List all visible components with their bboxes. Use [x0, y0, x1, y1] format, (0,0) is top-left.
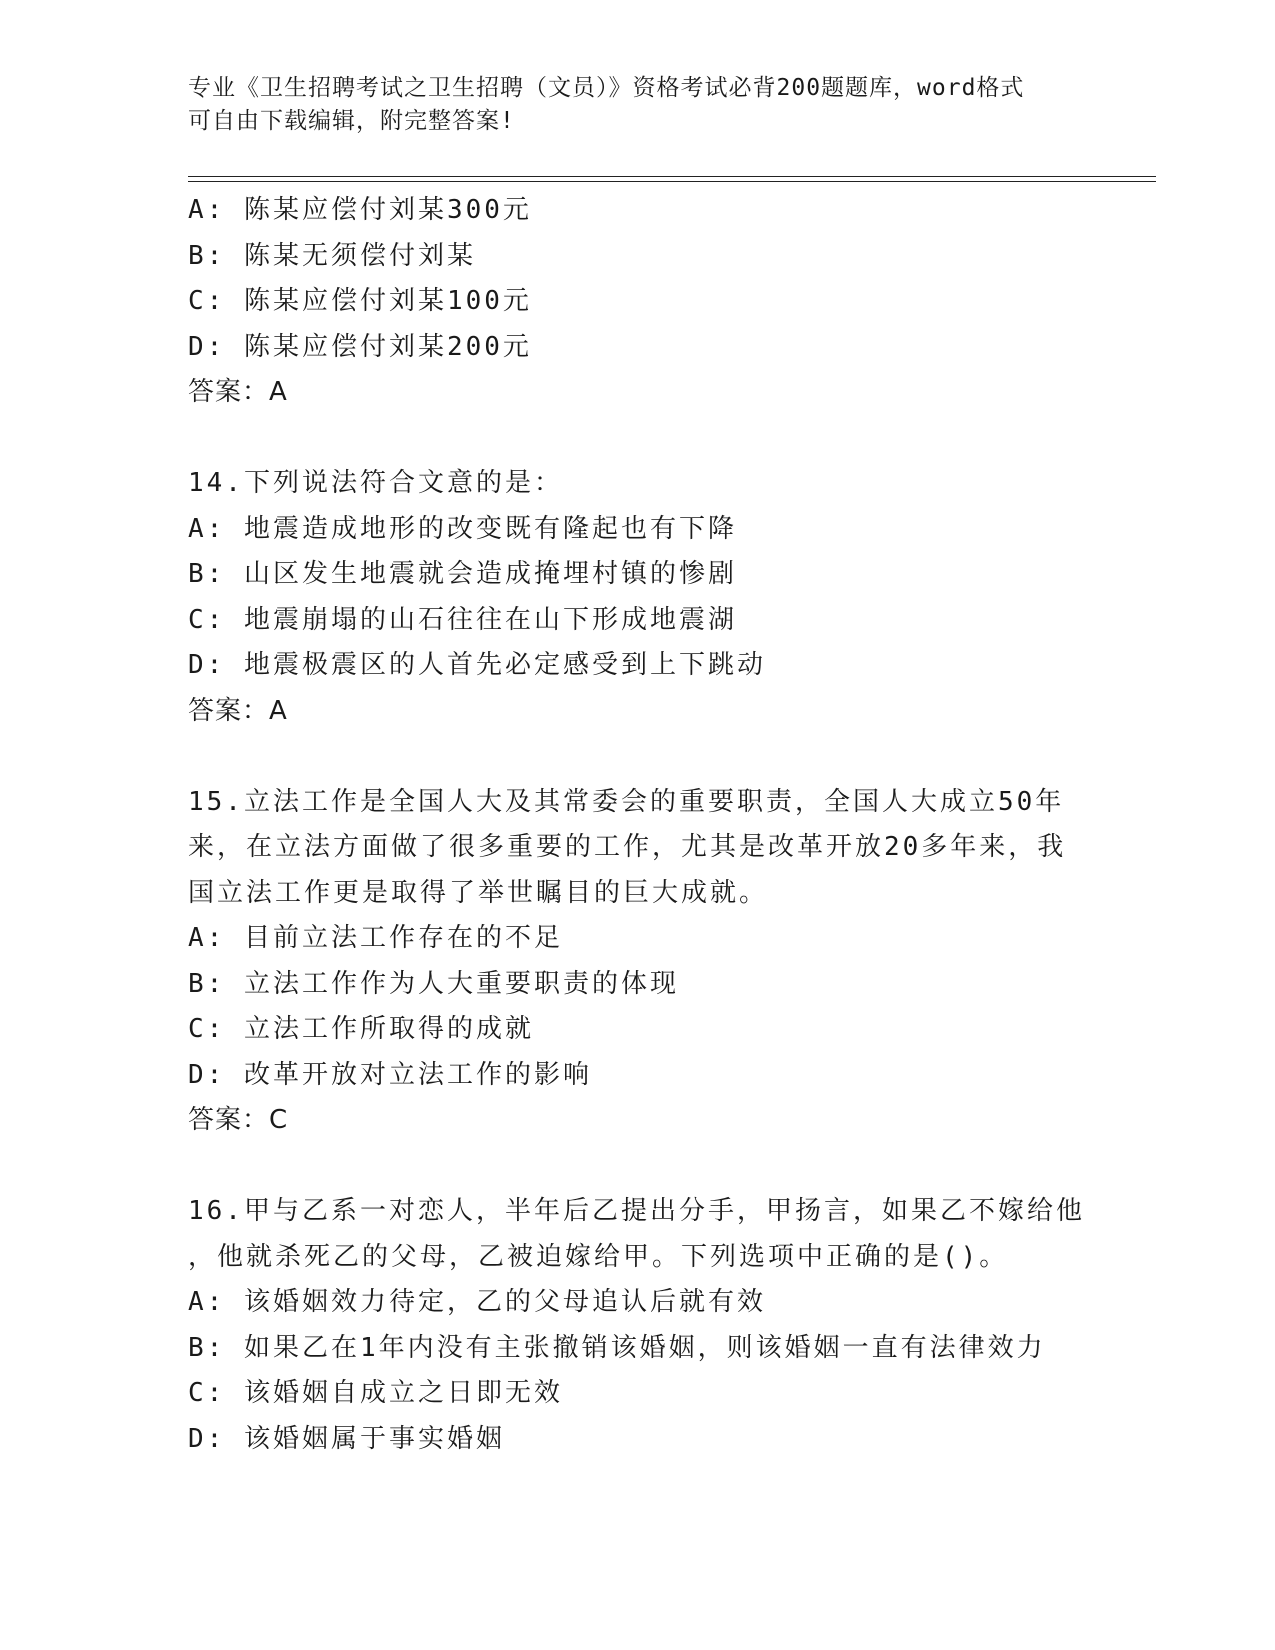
option-d: D: 陈某应偿付刘某200元	[188, 331, 532, 362]
question-stem: 16.甲与乙系一对恋人，半年后乙提出分手，甲扬言，如果乙不嫁给他	[188, 1196, 1085, 1226]
question-stem: 来，在立法方面做了很多重要的工作，尤其是改革开放20多年来，我	[188, 832, 1067, 862]
question-16	[188, 1189, 1088, 1462]
option-d: D: 地震极震区的人首先必定感受到上下跳动	[188, 650, 766, 680]
option-d: D: 该婚姻属于事实婚姻	[188, 1423, 505, 1454]
option-a: A: 该婚姻效力待定，乙的父母追认后就有效	[188, 1287, 766, 1317]
question-stem: 15.立法工作是全国人大及其常委会的重要职责，全国人大成立50年	[188, 786, 1065, 817]
spacer	[188, 1144, 1088, 1190]
option-d: D: 改革开放对立法工作的影响	[188, 1059, 592, 1090]
option-b: B: 山区发生地震就会造成掩埋村镇的惨剧	[188, 559, 737, 589]
option-a: A: 地震造成地形的改变既有隆起也有下降	[188, 513, 737, 544]
spacer	[188, 734, 1088, 780]
option-c: C: 立法工作所取得的成就	[188, 1014, 534, 1044]
option-b: B: 陈某无须偿付刘某	[188, 240, 476, 271]
answer: 答案：C	[188, 1105, 289, 1135]
header-divider	[188, 176, 1156, 182]
spacer	[188, 416, 1088, 462]
header-title-line-2: 可自由下载编辑，附完整答案!	[188, 108, 515, 134]
question-15	[188, 780, 1088, 1144]
option-b: B: 如果乙在1年内没有主张撤销该婚姻，则该婚姻一直有法律效力	[188, 1332, 1046, 1363]
question-stem: ，他就杀死乙的父母，乙被迫嫁给甲。下列选项中正确的是()。	[188, 1241, 1009, 1272]
answer: 答案：A	[188, 695, 288, 726]
question-14	[188, 461, 1088, 734]
header-title-line-1: 专业《卫生招聘考试之卫生招聘（文员）》资格考试必背200题题库，word格式	[188, 75, 1025, 101]
option-c: C: 地震崩塌的山石往往在山下形成地震湖	[188, 604, 737, 635]
option-a: A: 陈某应偿付刘某300元	[188, 195, 532, 225]
option-a: A: 目前立法工作存在的不足	[188, 923, 563, 953]
option-c: C: 陈某应偿付刘某100元	[188, 286, 532, 316]
question-13	[188, 188, 1088, 416]
question-stem: 14.下列说法符合文意的是：	[188, 468, 563, 498]
question-list	[188, 188, 1088, 1462]
answer: 答案：A	[188, 377, 288, 407]
option-c: C: 该婚姻自成立之日即无效	[188, 1378, 563, 1408]
option-b: B: 立法工作作为人大重要职责的体现	[188, 968, 679, 999]
document-header	[188, 72, 1068, 138]
question-stem: 国立法工作更是取得了举世瞩目的巨大成就。	[188, 877, 769, 908]
